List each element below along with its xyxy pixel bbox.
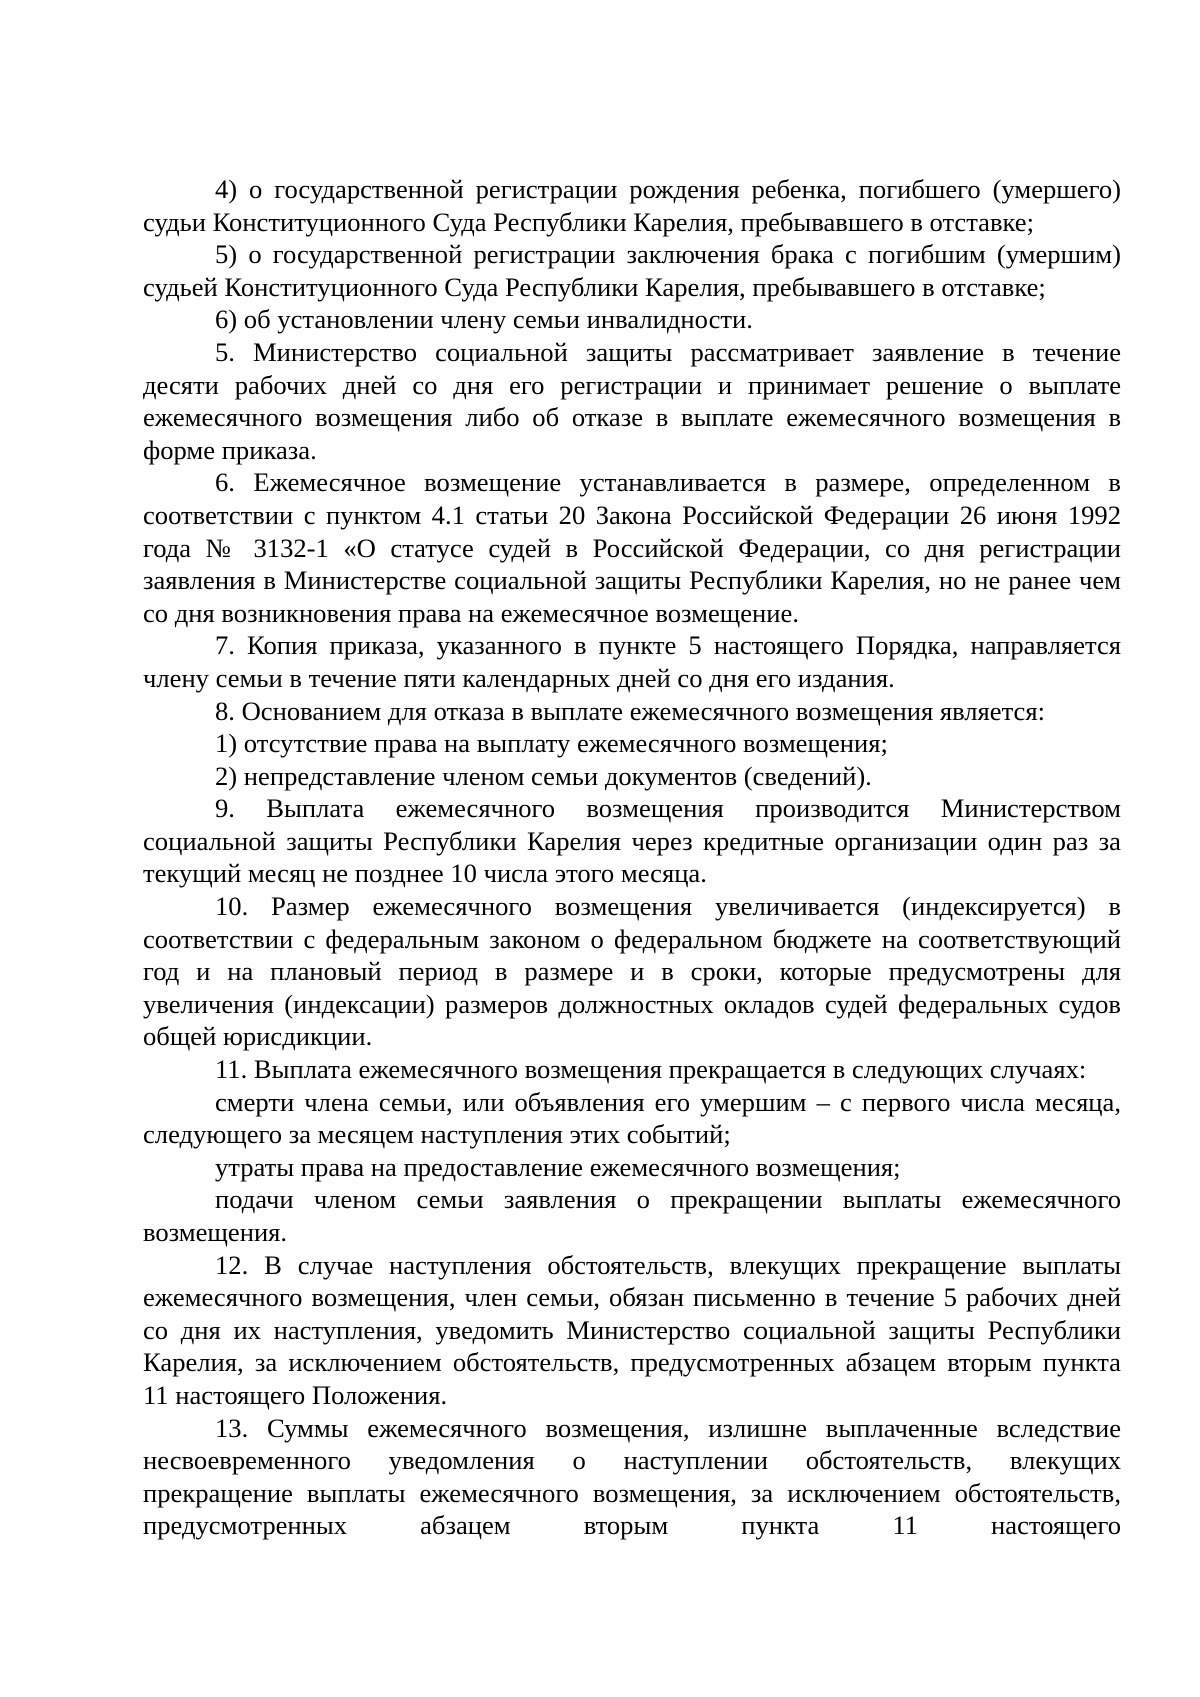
paragraph-item-4: 4) о государственной регистрации рождения ребенка, погибшего (умершего) судьи Конституционного Суда Республики Карелия, пребывавшего в отставке; [143, 174, 1121, 237]
paragraph-item-6: 6) об установлении члену семьи инвалидности. [215, 304, 753, 335]
paragraph-clause-11: 11. Выплата ежемесячного возмещения прекращается в следующих случаях: [215, 1054, 1087, 1085]
paragraph-item-5: 5) о государственной регистрации заключения брака с погибшим (умершим) судьей Конституционного Суда Республики Карелия, пребывавшего в отставке; [143, 239, 1121, 302]
paragraph-clause-8: 8. Основанием для отказа в выплате ежемесячного возмещения является: [215, 695, 1045, 726]
paragraph-clause-8-item-2: 2) непредставление членом семьи документов (сведений). [215, 760, 872, 791]
paragraph-clause-11-case-3: подачи членом семьи заявления о прекращении выплаты ежемесячного возмещения. [143, 1184, 1121, 1247]
paragraph-clause-11-case-2: утраты права на предоставление ежемесячного возмещения; [215, 1151, 901, 1182]
paragraph-clause-11-case-1: смерти члена семьи, или объявления его умершим – с первого числа месяца, следующего за месяцем наступления этих событий; [143, 1086, 1121, 1150]
paragraph-clause-12: 12. В случае наступления обстоятельств, влекущих прекращение выплаты ежемесячного возмещения, член семьи, обязан письменно в течение 5 рабочих дней со дня их наступления, уведомить Министерство социальной защиты Республики Карелия, за исключением обстоятельств, предусмотренных абзацем вторым пункта 11 настоящего Положения. [143, 1249, 1121, 1410]
paragraph-clause-10: 10. Размер ежемесячного возмещения увеличивается (индексируется) в соответствии с федеральным законом о федеральном бюджете на соответствующий год и на плановый период в размере и в сроки, которые предусмотрены для увеличения (индексации) размеров должностных окладов судей федеральных судов общей юрисдикции. [143, 891, 1121, 1052]
paragraph-clause-8-item-1: 1) отсутствие права на выплату ежемесячного возмещения; [215, 728, 888, 759]
paragraph-clause-13: 13. Суммы ежемесячного возмещения, излишне выплаченные вследствие несвоевременного уведомления о наступлении обстоятельств, влекущих прекращение выплаты ежемесячного возмещения, за исключением обстоятельств, предусмотренных абзацем вторым пункта 11 настоящего [143, 1412, 1121, 1541]
document-body [143, 173, 1121, 1542]
paragraph-clause-6: 6. Ежемесячное возмещение устанавливается в размере, определенном в соответствии с пунктом 4.1 статьи 20 Закона Российской Федерации 26 июня 1992 года № 3132-1 «О статусе судей в Российской Федерации, со дня регистрации заявления в Министерстве социальной защиты Республики Карелия, но не ранее чем со дня возникновения права на ежемесячное возмещение. [143, 467, 1121, 628]
paragraph-clause-5: 5. Министерство социальной защиты рассматривает заявление в течение десяти рабочих дней со дня его регистрации и принимает решение о выплате ежемесячного возмещения либо об отказе в выплате ежемесячного возмещения в форме приказа. [143, 336, 1121, 465]
paragraph-clause-7: 7. Копия приказа, указанного в пункте 5 настоящего Порядка, направляется члену семьи в течение пяти календарных дней со дня его издания. [143, 630, 1121, 693]
paragraph-clause-9: 9. Выплата ежемесячного возмещения производится Министерством социальной защиты Республики Карелия через кредитные организации один раз за текущий месяц не позднее 10 числа этого месяца. [143, 793, 1121, 889]
